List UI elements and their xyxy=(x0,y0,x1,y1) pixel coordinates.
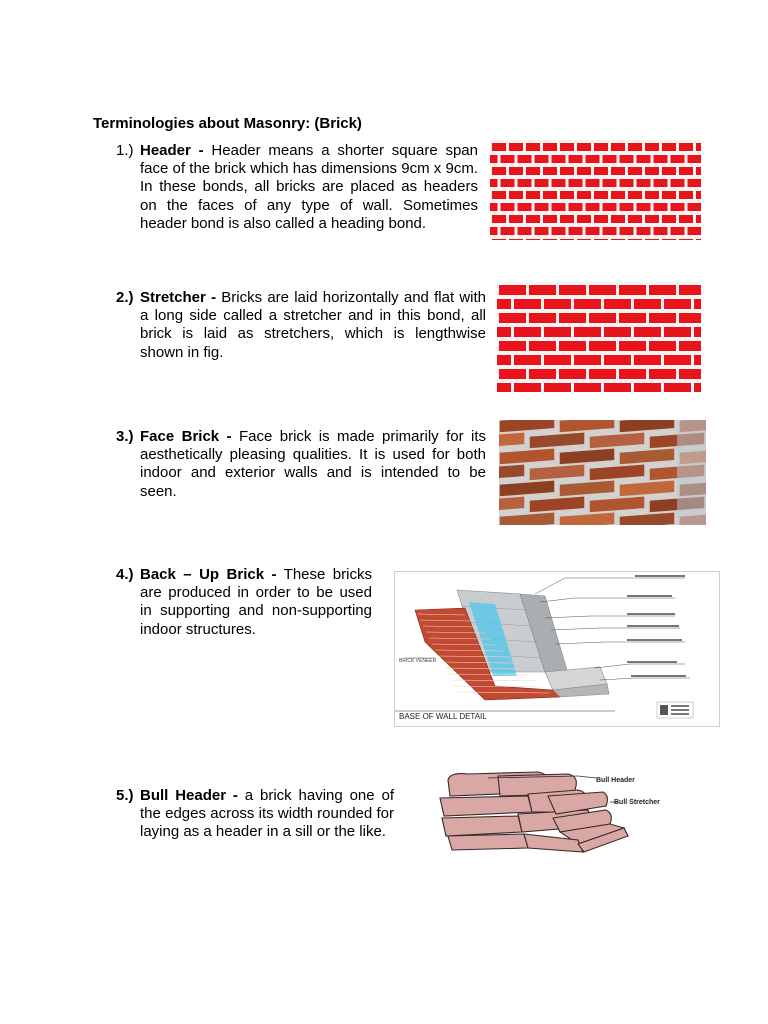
header-brick xyxy=(671,155,685,163)
wall-detail-label: BRICK VENEER xyxy=(399,658,437,664)
header-brick xyxy=(688,227,702,235)
stretcher-brick xyxy=(589,341,616,351)
header-brick xyxy=(543,239,557,240)
header-brick xyxy=(603,203,617,211)
header-brick xyxy=(594,239,608,240)
stretcher-brick xyxy=(604,355,631,365)
stretcher-brick xyxy=(694,299,701,309)
stretcher-brick xyxy=(589,313,616,323)
wall-detail-svg xyxy=(395,572,719,726)
header-brick xyxy=(535,203,549,211)
header-brick xyxy=(679,239,693,240)
stretcher-brick xyxy=(559,313,586,323)
item-number-3: 3.) xyxy=(116,428,134,445)
header-brick xyxy=(518,155,532,163)
stretcher-brick xyxy=(679,313,701,323)
stretcher-brick xyxy=(529,313,556,323)
header-brick xyxy=(509,239,523,240)
header-brick xyxy=(509,167,523,175)
header-brick xyxy=(603,155,617,163)
header-brick xyxy=(628,191,642,199)
stretcher-brick xyxy=(499,369,526,379)
header-brick xyxy=(492,239,506,240)
header-brick xyxy=(662,191,676,199)
header-brick xyxy=(688,179,702,187)
header-brick xyxy=(526,215,540,223)
header-bond-image xyxy=(490,140,701,240)
stretcher-brick xyxy=(619,313,646,323)
bull-stretcher-label: Bull Stretcher xyxy=(614,799,660,806)
stretcher-brick xyxy=(514,299,541,309)
header-brick xyxy=(569,179,583,187)
stretcher-brick xyxy=(649,369,676,379)
bull-header-image xyxy=(428,766,674,856)
stretcher-brick xyxy=(574,383,601,392)
header-brick xyxy=(492,215,506,223)
header-brick xyxy=(654,155,668,163)
stretcher-brick xyxy=(634,299,661,309)
header-brick xyxy=(645,191,659,199)
stretcher-brick xyxy=(514,383,541,392)
item-number-5: 5.) xyxy=(116,787,134,804)
header-brick xyxy=(594,215,608,223)
header-brick xyxy=(526,143,540,151)
stretcher-brick xyxy=(694,355,701,365)
face-brick-edge-shade xyxy=(677,420,706,525)
header-brick xyxy=(526,239,540,240)
header-brick xyxy=(552,179,566,187)
stretcher-brick xyxy=(589,285,616,295)
stretcher-brick xyxy=(497,383,511,392)
header-brick xyxy=(620,155,634,163)
header-brick xyxy=(552,203,566,211)
header-brick xyxy=(552,227,566,235)
header-brick xyxy=(637,179,651,187)
header-brick xyxy=(560,239,574,240)
stretcher-brick xyxy=(544,327,571,337)
header-brick xyxy=(535,179,549,187)
description-face-brick: Face brick is made primarily for its aesthetically pleasing qualities. It is used for both indoor and exterior walls and is intended to be seen. xyxy=(140,428,487,500)
header-brick xyxy=(637,227,651,235)
header-brick xyxy=(637,155,651,163)
header-brick xyxy=(560,143,574,151)
stretcher-brick xyxy=(664,383,691,392)
item-stretcher xyxy=(140,289,486,362)
item-number-2: 2.) xyxy=(116,289,134,306)
header-brick xyxy=(490,179,498,187)
header-brick xyxy=(628,143,642,151)
wall-detail-caption: BASE OF WALL DETAIL xyxy=(399,712,487,721)
stretcher-brick xyxy=(529,285,556,295)
header-brick xyxy=(594,191,608,199)
header-brick xyxy=(688,203,702,211)
stretcher-brick xyxy=(604,299,631,309)
header-brick xyxy=(490,227,498,235)
header-brick xyxy=(654,227,668,235)
header-brick xyxy=(654,179,668,187)
stretcher-brick xyxy=(544,383,571,392)
header-brick xyxy=(569,203,583,211)
header-brick xyxy=(662,143,676,151)
stretcher-brick xyxy=(619,341,646,351)
description-bull-header: a brick having one of the edges across its width rounded for laying as a header in a sill or the like. xyxy=(140,787,394,841)
stretcher-brick xyxy=(604,327,631,337)
stretcher-brick xyxy=(497,327,511,337)
header-brick xyxy=(509,143,523,151)
header-brick xyxy=(518,203,532,211)
header-brick xyxy=(577,191,591,199)
item-back-up-brick xyxy=(140,566,372,639)
item-header xyxy=(140,142,478,233)
face-brick-svg xyxy=(499,420,706,525)
header-brick xyxy=(586,227,600,235)
stretcher-brick xyxy=(544,299,571,309)
header-bond-svg xyxy=(490,140,701,240)
stretcher-brick xyxy=(634,383,661,392)
header-brick xyxy=(620,203,634,211)
stretcher-brick xyxy=(649,341,676,351)
header-brick xyxy=(671,203,685,211)
stretcher-brick xyxy=(679,341,701,351)
header-brick xyxy=(569,227,583,235)
term-bull-header: Bull Header - xyxy=(140,787,238,804)
stretcher-bond-image xyxy=(497,282,701,392)
header-brick xyxy=(611,215,625,223)
header-brick xyxy=(679,215,693,223)
header-brick xyxy=(645,239,659,240)
stretcher-brick xyxy=(604,383,631,392)
header-brick xyxy=(526,167,540,175)
header-brick xyxy=(560,215,574,223)
header-brick xyxy=(577,215,591,223)
bull-header-svg xyxy=(428,766,674,856)
header-brick xyxy=(543,167,557,175)
header-brick xyxy=(577,239,591,240)
stretcher-brick xyxy=(514,327,541,337)
header-brick xyxy=(543,191,557,199)
header-brick xyxy=(490,203,498,211)
document-title: Terminologies about Masonry: (Brick) xyxy=(93,115,362,132)
stretcher-brick xyxy=(694,383,701,392)
header-brick xyxy=(577,167,591,175)
stretcher-brick xyxy=(664,327,691,337)
header-brick xyxy=(671,179,685,187)
stretcher-brick xyxy=(694,327,701,337)
stretcher-brick xyxy=(559,369,586,379)
header-brick xyxy=(501,179,515,187)
header-brick xyxy=(611,191,625,199)
stretcher-bond-svg xyxy=(497,282,701,392)
header-brick xyxy=(501,155,515,163)
stretcher-brick xyxy=(619,285,646,295)
header-brick xyxy=(645,167,659,175)
header-brick xyxy=(492,191,506,199)
item-number-1: 1.) xyxy=(116,142,134,159)
stretcher-brick xyxy=(634,327,661,337)
stretcher-brick xyxy=(499,341,526,351)
header-brick xyxy=(560,191,574,199)
term-header: Header - xyxy=(140,142,204,159)
term-stretcher: Stretcher - xyxy=(140,289,217,306)
header-brick xyxy=(645,215,659,223)
stretcher-brick xyxy=(544,355,571,365)
header-brick xyxy=(611,167,625,175)
header-brick xyxy=(637,203,651,211)
header-brick xyxy=(535,155,549,163)
header-brick xyxy=(679,167,693,175)
header-brick xyxy=(645,143,659,151)
header-brick xyxy=(569,155,583,163)
header-brick xyxy=(628,167,642,175)
stretcher-brick xyxy=(679,369,701,379)
stretcher-brick xyxy=(664,355,691,365)
header-brick xyxy=(560,167,574,175)
header-brick xyxy=(688,155,702,163)
stretcher-brick xyxy=(634,355,661,365)
stretcher-brick xyxy=(649,313,676,323)
description-back-up-brick: These bricks are produced in order to be used in supporting and non-supporting indoor structures. xyxy=(140,566,372,638)
header-brick xyxy=(620,179,634,187)
header-brick xyxy=(492,143,506,151)
header-brick xyxy=(577,143,591,151)
stretcher-brick xyxy=(559,341,586,351)
stretcher-brick xyxy=(559,285,586,295)
header-brick xyxy=(586,179,600,187)
header-brick xyxy=(490,155,498,163)
header-brick xyxy=(611,143,625,151)
header-brick xyxy=(543,143,557,151)
header-brick xyxy=(526,191,540,199)
header-brick xyxy=(603,227,617,235)
header-brick xyxy=(603,179,617,187)
stretcher-brick xyxy=(529,341,556,351)
header-brick xyxy=(586,155,600,163)
header-brick xyxy=(696,239,701,240)
header-brick xyxy=(518,227,532,235)
stretcher-brick xyxy=(514,355,541,365)
header-brick xyxy=(594,143,608,151)
item-number-4: 4.) xyxy=(116,566,134,583)
stretcher-brick xyxy=(574,299,601,309)
stretcher-brick xyxy=(664,299,691,309)
header-brick xyxy=(696,215,701,223)
header-brick xyxy=(679,191,693,199)
header-brick xyxy=(552,155,566,163)
term-back-up-brick: Back – Up Brick - xyxy=(140,566,277,583)
header-brick xyxy=(696,191,701,199)
stretcher-brick xyxy=(497,299,511,309)
header-brick xyxy=(509,191,523,199)
stretcher-brick xyxy=(499,313,526,323)
header-brick xyxy=(662,215,676,223)
header-brick xyxy=(501,203,515,211)
item-bull-header xyxy=(140,787,394,842)
header-brick xyxy=(654,203,668,211)
description-stretcher: Bricks are laid horizontally and flat with a long side called a stretcher and in this bond, all brick is laid as stretchers, which is lengthwise shown in fig. xyxy=(140,289,486,361)
stretcher-brick xyxy=(589,369,616,379)
stretcher-brick xyxy=(529,369,556,379)
header-brick xyxy=(628,215,642,223)
header-brick xyxy=(586,203,600,211)
header-brick xyxy=(679,143,693,151)
header-brick xyxy=(509,215,523,223)
bull-header-label: Bull Header xyxy=(596,777,635,784)
header-brick xyxy=(696,167,701,175)
item-face-brick xyxy=(140,428,486,501)
header-brick xyxy=(662,167,676,175)
wall-detail-image xyxy=(394,571,720,727)
header-brick xyxy=(611,239,625,240)
header-brick xyxy=(671,227,685,235)
stretcher-brick xyxy=(619,369,646,379)
stretcher-brick xyxy=(679,285,701,295)
stretcher-brick xyxy=(649,285,676,295)
header-brick xyxy=(594,167,608,175)
header-brick xyxy=(628,239,642,240)
stretcher-brick xyxy=(497,355,511,365)
header-brick xyxy=(662,239,676,240)
header-brick xyxy=(535,227,549,235)
term-face-brick: Face Brick - xyxy=(140,428,232,445)
header-brick xyxy=(543,215,557,223)
stretcher-brick xyxy=(499,285,526,295)
description-header: Header means a shorter square span face of the brick which has dimensions 9cm x 9cm. In these bonds, all bricks are placed as headers on the faces of any type of wall. Sometimes header bond is also called a heading bond. xyxy=(140,142,478,232)
header-brick xyxy=(501,227,515,235)
stretcher-brick xyxy=(574,327,601,337)
header-brick xyxy=(696,143,701,151)
stretcher-brick xyxy=(574,355,601,365)
header-brick xyxy=(620,227,634,235)
header-brick xyxy=(492,167,506,175)
header-brick xyxy=(518,179,532,187)
face-brick-image xyxy=(499,420,706,525)
